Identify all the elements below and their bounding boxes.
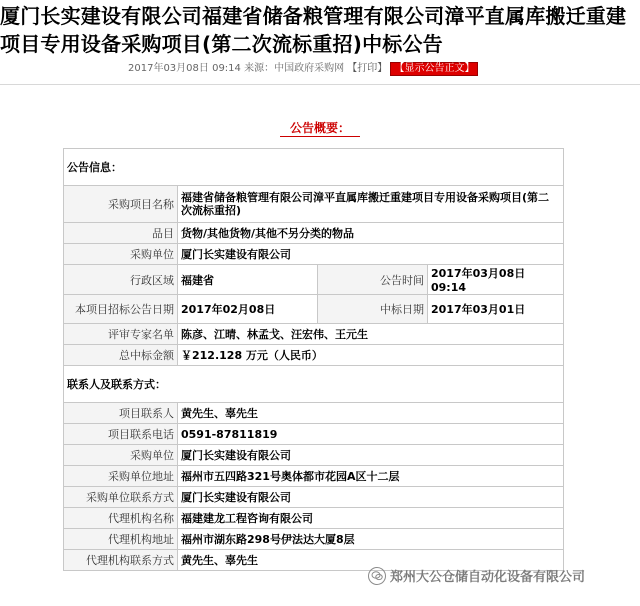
purchaser-address-value: 福州市五四路321号奥体都市花园A区十二层 [178,466,564,487]
page-title: 厦门长实建设有限公司福建省储备粮管理有限公司漳平直属库搬迁重建项目专用设备采购项目(第二次流标重招)中标公告 [0,4,627,56]
contact-purchaser-label: 采购单位 [64,445,178,466]
amount-value: ￥212.128 万元（人民币） [178,345,564,366]
agency-contact-label: 代理机构联系方式 [64,550,178,571]
category-value: 货物/其他货物/其他不另分类的物品 [178,223,564,244]
agency-name-label: 代理机构名称 [64,508,178,529]
section-contact-heading: 联系人及联系方式： [64,366,564,403]
info-table [63,148,564,571]
experts-label: 评审专家名单 [64,324,178,345]
region-label: 行政区域 [64,265,178,295]
summary-underline [280,136,360,137]
summary-title: 公告概要： [289,121,350,135]
purchaser-address-label: 采购单位地址 [64,466,178,487]
amount-label: 总中标金额 [64,345,178,366]
table-row [64,186,564,223]
divider [0,84,640,85]
bid-announce-date-label: 本项目招标公告日期 [64,295,178,324]
award-date-label: 中标日期 [318,295,428,324]
section-info-heading: 公告信息： [64,149,564,186]
table-row [64,295,564,324]
agency-address-value: 福州市湖东路298号伊法达大厦8层 [178,529,564,550]
table-row [64,508,564,529]
region-value: 福建省 [178,265,318,295]
table-row [64,466,564,487]
table-row [64,529,564,550]
agency-contact-value: 黄先生、辜先生 [178,550,564,571]
table-row [64,324,564,345]
table-row [64,345,564,366]
contact-purchaser-value: 厦门长实建设有限公司 [178,445,564,466]
source-label: 来源： [244,63,275,74]
purchaser-contact-label: 采购单位联系方式 [64,487,178,508]
wechat-icon [368,567,386,585]
announce-time-value: 2017年03月08日 09:14 [428,265,564,295]
table-row [64,424,564,445]
announce-time-label: 公告时间 [318,265,428,295]
table-row [64,487,564,508]
bid-announce-date-value: 2017年02月08日 [178,295,318,324]
project-phone-value: 0591-87811819 [178,424,564,445]
agency-address-label: 代理机构地址 [64,529,178,550]
agency-name-value: 福建建龙工程咨询有限公司 [178,508,564,529]
watermark-text: 郑州大公仓储自动化设备有限公司 [390,570,586,585]
project-contact-label: 项目联系人 [64,403,178,424]
print-link[interactable]: 【打印】 [347,63,388,74]
purchaser-label: 采购单位 [64,244,178,265]
project-contact-value: 黄先生、辜先生 [178,403,564,424]
award-date-value: 2017年03月01日 [428,295,564,324]
purchaser-contact-value: 厦门长实建设有限公司 [178,487,564,508]
table-row [64,244,564,265]
watermark [368,566,585,585]
category-label: 品目 [64,223,178,244]
project-name-value: 福建省储备粮管理有限公司漳平直属库搬迁重建项目专用设备采购项目(第二次流标重招) [178,186,564,223]
meta-line [128,62,478,76]
experts-value: 陈彦、江晴、林孟戈、汪宏伟、王元生 [178,324,564,345]
table-row [64,265,564,295]
table-row [64,403,564,424]
project-name-label: 采购项目名称 [64,186,178,223]
source-link[interactable]: 中国政府采购网 [274,63,345,74]
view-original-button[interactable]: 【显示公告正文】 [390,62,478,76]
table-row [64,149,564,186]
purchaser-value: 厦门长实建设有限公司 [178,244,564,265]
table-row [64,445,564,466]
project-phone-label: 项目联系电话 [64,424,178,445]
table-row [64,223,564,244]
table-row [64,366,564,403]
publish-date: 2017年03月08日 09:14 [128,63,241,74]
